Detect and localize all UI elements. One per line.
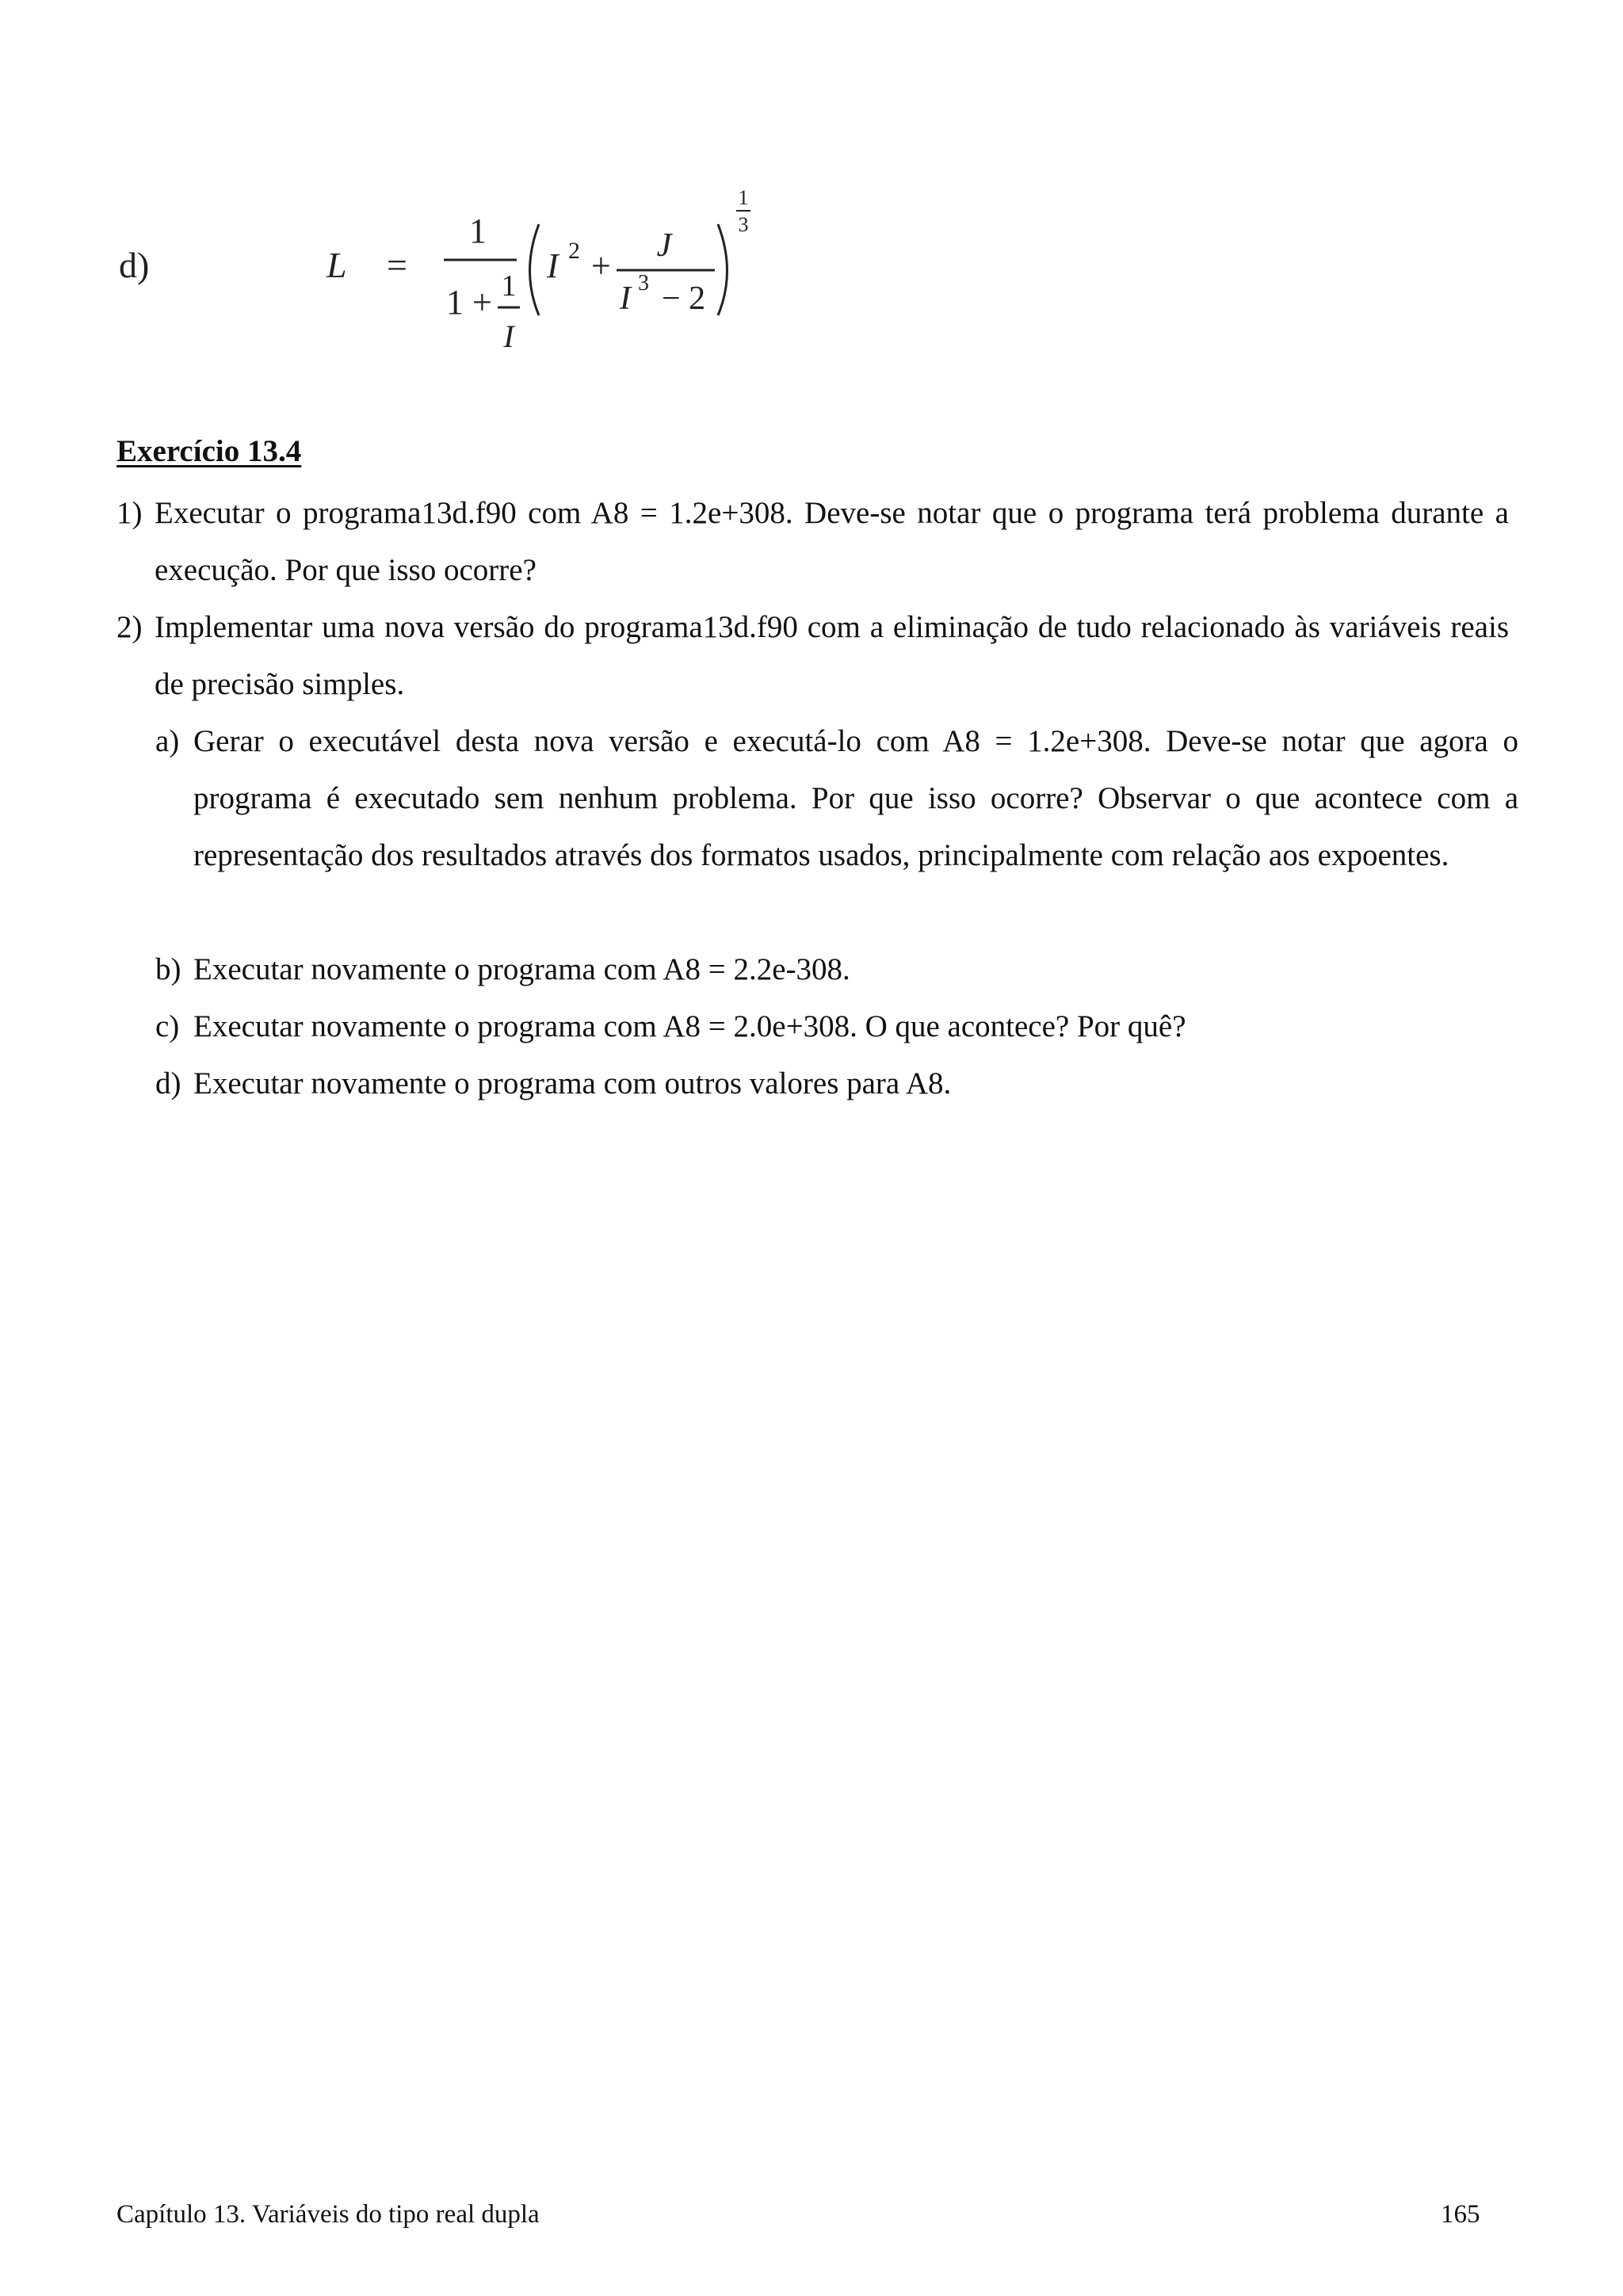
exercise-subitem-letter: d) bbox=[155, 1066, 181, 1100]
outer-exponent-numerator: 1 bbox=[738, 186, 749, 209]
denominator-one-plus: 1 + bbox=[446, 283, 492, 322]
exercise-subitem-b bbox=[155, 941, 1518, 998]
outer-exponent-denominator: 3 bbox=[738, 213, 749, 236]
exponent-three: 3 bbox=[638, 271, 649, 296]
formula-lhs-variable: L bbox=[327, 245, 347, 285]
exercise-subitem-text: Executar novamente o programa com A8 = 2.2e-308. bbox=[193, 952, 850, 986]
left-parenthesis bbox=[530, 224, 540, 315]
exercise-subitem-text: Executar novamente o programa com A8 = 2.0e+308. O que acontece? Por quê? bbox=[193, 1009, 1186, 1043]
exercise-title: Exercício 13.4 bbox=[116, 434, 302, 468]
formula-item-label: d) bbox=[119, 245, 150, 285]
exercise-item-text: Executar o programa13d.f90 com A8 = 1.2e+308. Deve-se notar que o programa terá problema durante a execução. Por que isso ocorre? bbox=[155, 496, 1509, 587]
I-squared-base: I bbox=[547, 246, 559, 285]
exercise-subitem-letter: a) bbox=[155, 724, 180, 758]
exercise-item-2 bbox=[116, 599, 1509, 713]
fraction-numerator-one: 1 bbox=[469, 212, 487, 250]
exercise-subitem-c bbox=[155, 998, 1518, 1055]
exercise-subitem-a bbox=[155, 713, 1518, 884]
exercise-item-text: Implementar uma nova versão do programa13d.f90 com a eliminação de tudo relacionado às variáveis reais de precisão simples. bbox=[155, 610, 1509, 701]
exercise-subitem-letter: c) bbox=[155, 1009, 180, 1043]
footer-page-number: 165 bbox=[1441, 2200, 1480, 2229]
exercise-subitem-text: Executar novamente o programa com outros valores para A8. bbox=[193, 1066, 952, 1100]
minus-two: − 2 bbox=[662, 280, 706, 317]
right-parenthesis bbox=[718, 224, 727, 315]
inner-fraction-numerator: 1 bbox=[501, 269, 517, 303]
exercise-item-number: 1) bbox=[116, 496, 143, 530]
exercise-subitem-letter: b) bbox=[155, 952, 181, 986]
inner-fraction-denominator: I bbox=[503, 318, 514, 354]
plus-sign: + bbox=[591, 246, 611, 285]
formula-equals-sign: = bbox=[387, 245, 407, 285]
exercise-item-number: 2) bbox=[116, 610, 143, 644]
exercise-subitem-text: Gerar o executável desta nova versão e executá-lo com A8 = 1.2e+308. Deve-se notar que agora o programa é executado sem nenhum problema. Por que isso ocorre? Observar o que acontece com a representação dos resultados através dos formatos usados, principalmente com relação aos expoentes. bbox=[193, 724, 1518, 872]
exponent-two: 2 bbox=[568, 238, 580, 264]
footer-chapter-title: Capítulo 13. Variáveis do tipo real dupla bbox=[116, 2200, 540, 2229]
formula-d bbox=[119, 181, 832, 379]
fraction-numerator-J: J bbox=[656, 227, 672, 264]
exercise-item-1 bbox=[116, 485, 1509, 599]
formula-expression bbox=[119, 181, 832, 379]
exercise-subitem-d bbox=[155, 1055, 1518, 1112]
I-cubed-base: I bbox=[620, 280, 631, 317]
